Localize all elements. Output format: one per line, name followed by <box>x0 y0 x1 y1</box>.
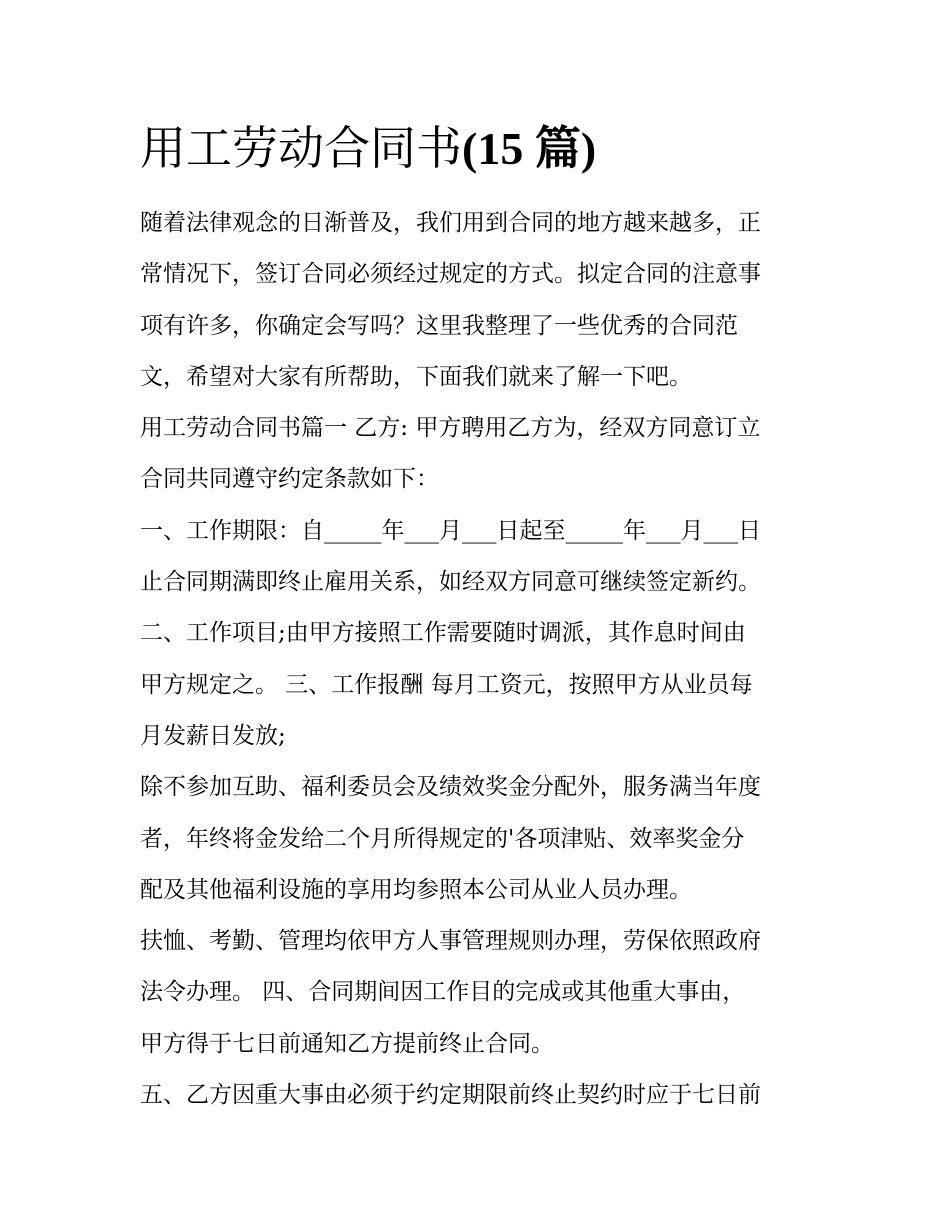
text-line: 一、工作期限：自_____年___月___日起至_____年___月___日 <box>140 517 761 544</box>
text-line: 文，希望对大家有所帮助，下面我们就来了解一下吧。 <box>140 363 692 390</box>
text-line: 五、乙方因重大事由必须于约定期限前终止契约时应于七日前 <box>140 1082 761 1109</box>
text-line: 甲方得于七日前通知乙方提前终止合同。 <box>140 1030 554 1057</box>
text-line: 合同共同遵守约定条款如下： <box>140 466 439 493</box>
title-text: 用工劳动合同书 <box>140 121 462 175</box>
title-count: (15 篇) <box>462 123 597 174</box>
text-line: 甲方规定之。 三、工作报酬 每月工资元，按照甲方从业员每 <box>140 671 753 698</box>
text-line: 法令办理。 四、合同期间因工作目的完成或其他重大事由， <box>140 979 746 1006</box>
text-line: 用工劳动合同书篇一 乙方: 甲方聘用乙方为，经双方同意订立 <box>140 415 761 442</box>
text-line: 止合同期满即终止雇用关系，如经双方同意可继续签定新约。 <box>140 569 761 596</box>
document-body <box>140 198 820 1121</box>
text-line: 配及其他福利设施的享用均参照本公司从业人员办理。 <box>140 876 692 903</box>
text-line: 月发薪日发放; <box>140 722 286 749</box>
text-line: 扶恤、考勤、管理均依甲方人事管理规则办理，劳保依照政府 <box>140 928 761 955</box>
text-line: 除不参加互助、福利委员会及绩效奖金分配外，服务满当年度 <box>140 774 761 801</box>
text-line: 者，年终将金发给二个月所得规定的'各项津贴、效率奖金分 <box>140 825 745 852</box>
text-line: 项有许多，你确定会写吗？这里我整理了一些优秀的合同范 <box>140 312 738 339</box>
document-title <box>140 118 596 179</box>
text-line: 随着法律观念的日渐普及，我们用到合同的地方越来越多，正 <box>140 210 761 236</box>
text-line: 二、工作项目;由甲方接照工作需要随时调派，其作息时间由 <box>140 620 746 647</box>
text-line: 常情况下，签订合同必须经过规定的方式。拟定合同的注意事 <box>140 261 761 288</box>
